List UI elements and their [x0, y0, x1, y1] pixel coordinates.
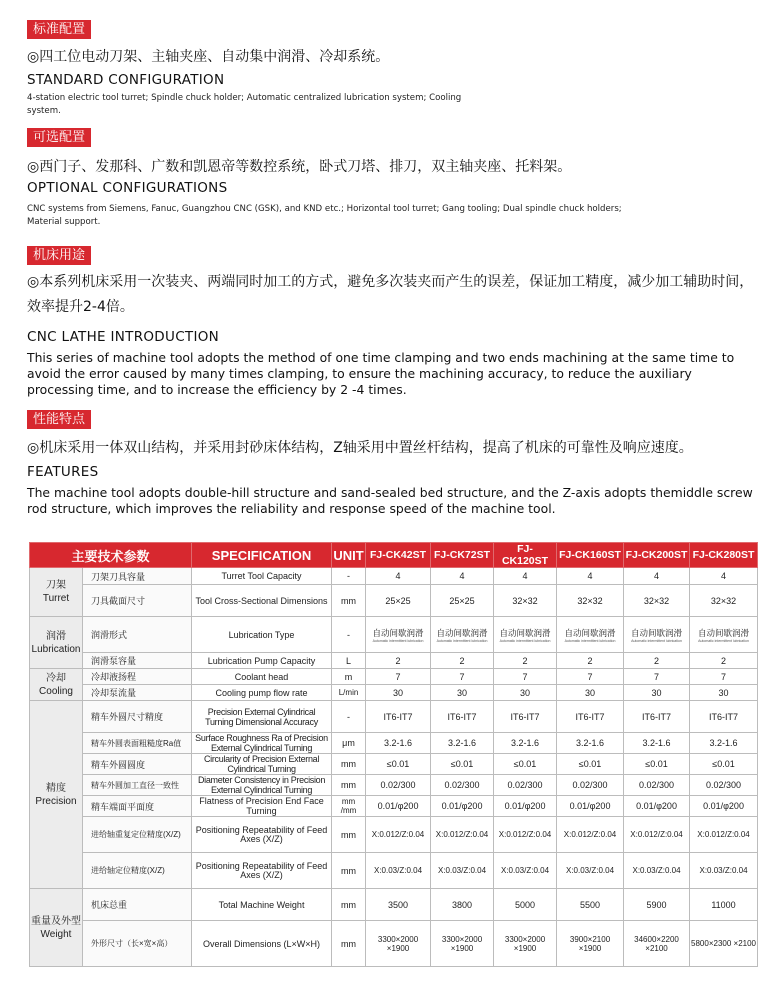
row-value: 0.01/φ200 [690, 796, 758, 817]
row-zh-label: 润滑泵容量 [83, 653, 192, 669]
usage-en-text: This series of machine tool adopts the method of one time clamping and two ends machining at the same time to avoid the error caused by many times clamping, to ensure the machining accuracy, to reduce the auxiliary processing time, and to increase the efficiency by 2 -4 times. [27, 350, 735, 397]
value-main: 自动间歇润滑 [499, 627, 551, 638]
header-zh: 主要技术参数 [30, 543, 192, 568]
row-value: 0.01/φ200 [431, 796, 494, 817]
row-value: 2 [557, 653, 624, 669]
row-en-label: Tool Cross-Sectional Dimensions [192, 585, 332, 617]
row-value: 7 [690, 669, 758, 685]
row-value [366, 617, 431, 653]
row-value: 2 [494, 653, 557, 669]
row-en-label: Overall Dimensions (L×W×H) [192, 921, 332, 967]
row-value: ≤0.01 [494, 754, 557, 775]
row-value: X:0.012/Z:0.04 [557, 817, 624, 853]
row-value: 0.02/300 [494, 775, 557, 796]
row-value: 3300×2000 ×1900 [366, 921, 431, 967]
row-value: IT6-IT7 [366, 701, 431, 733]
value-main: 自动间歇润滑 [564, 627, 616, 638]
row-en-label: Circularity of Precision External Cylindrical Turning [192, 754, 332, 775]
row-zh-label: 精车端面平面度 [83, 796, 192, 817]
row-value: ≤0.01 [624, 754, 690, 775]
row-unit: μm [332, 733, 366, 754]
row-value: 4 [557, 568, 624, 585]
table-row [30, 853, 758, 889]
row-unit: mm [332, 775, 366, 796]
row-value: 3800 [431, 889, 494, 921]
table-row [30, 701, 758, 733]
row-value: 30 [690, 685, 758, 701]
row-value: X:0.03/Z:0.04 [494, 853, 557, 889]
row-value: 0.02/300 [431, 775, 494, 796]
row-unit: mm [332, 921, 366, 967]
row-en-label: Flatness of Precision End Face Turning [192, 796, 332, 817]
row-value: IT6-IT7 [624, 701, 690, 733]
header-model: FJ-CK120ST [494, 543, 557, 568]
value-sub: Automatic intermittent lubrication [564, 638, 616, 643]
row-value: 0.02/300 [366, 775, 431, 796]
row-value: IT6-IT7 [494, 701, 557, 733]
row-value [431, 617, 494, 653]
row-value: 30 [494, 685, 557, 701]
table-row [30, 617, 758, 653]
table-row [30, 568, 758, 585]
row-value: IT6-IT7 [431, 701, 494, 733]
row-zh-label: 外形尺寸（长×宽×高） [83, 921, 192, 967]
row-value: 7 [366, 669, 431, 685]
value-sub: Automatic intermittent lubrication [436, 638, 488, 643]
row-value: X:0.03/Z:0.04 [624, 853, 690, 889]
row-value: 7 [557, 669, 624, 685]
row-value: 0.02/300 [557, 775, 624, 796]
row-value: 30 [366, 685, 431, 701]
group-label-cooling: 冷却 Cooling [30, 669, 83, 701]
value-sub: Automatic intermittent lubrication [631, 638, 682, 643]
header-spec: SPECIFICATION [192, 543, 332, 568]
usage-zh-text: ◎本系列机床采用一次装夹、两端同时加工的方式，避免多次装夹而产生的误差，保证加工精度，减少加工辅助时间，效率提升2-4倍。 [27, 274, 754, 315]
value-sub: Automatic intermittent lubrication [698, 638, 749, 643]
row-value: 0.01/φ200 [624, 796, 690, 817]
row-value: 32×32 [690, 585, 758, 617]
row-unit: mm [332, 754, 366, 775]
row-en-label: Coolant head [192, 669, 332, 685]
row-unit: mm [332, 853, 366, 889]
row-value: 0.02/300 [690, 775, 758, 796]
row-value: 0.01/φ200 [494, 796, 557, 817]
table-row [30, 669, 758, 685]
row-unit: - [332, 617, 366, 653]
table-row [30, 733, 758, 754]
section-tag-optional: 可选配置 [27, 128, 91, 147]
row-value: 4 [431, 568, 494, 585]
row-value: ≤0.01 [431, 754, 494, 775]
row-value: 4 [494, 568, 557, 585]
row-zh-label: 精车外圆加工直径一致性 [83, 775, 192, 796]
row-unit: m [332, 669, 366, 685]
row-en-label: Positioning Repeatability of Feed Axes (X/Z) [192, 817, 332, 853]
row-zh-label: 润滑形式 [83, 617, 192, 653]
row-value [557, 617, 624, 653]
row-value: ≤0.01 [690, 754, 758, 775]
table-row [30, 921, 758, 967]
row-unit: - [332, 701, 366, 733]
row-value: X:0.03/Z:0.04 [557, 853, 624, 889]
header-model: FJ-CK160ST [557, 543, 624, 568]
table-row [30, 754, 758, 775]
row-value: 30 [557, 685, 624, 701]
table-row [30, 653, 758, 669]
table-header-row [30, 543, 758, 568]
row-value: 32×32 [557, 585, 624, 617]
row-unit: L [332, 653, 366, 669]
usage-en-heading: CNC LATHE INTRODUCTION [27, 329, 220, 345]
row-zh-label: 精车外圆圆度 [83, 754, 192, 775]
table-row [30, 889, 758, 921]
header-unit: UNIT [332, 543, 366, 568]
row-value: 2 [690, 653, 758, 669]
row-value: 0.01/φ200 [366, 796, 431, 817]
row-value [494, 617, 557, 653]
row-value: X:0.012/Z:0.04 [690, 817, 758, 853]
table-row [30, 585, 758, 617]
row-value: X:0.03/Z:0.04 [690, 853, 758, 889]
value-main: 自动间歇润滑 [436, 627, 488, 638]
row-value: X:0.03/Z:0.04 [366, 853, 431, 889]
table-row [30, 817, 758, 853]
row-value: 32×32 [624, 585, 690, 617]
row-value: 4 [366, 568, 431, 585]
row-value: X:0.03/Z:0.04 [431, 853, 494, 889]
header-model: FJ-CK280ST [690, 543, 758, 568]
header-model: FJ-CK200ST [624, 543, 690, 568]
section-tag-standard: 标准配置 [27, 20, 91, 39]
row-value: 25×25 [366, 585, 431, 617]
row-value: 2 [431, 653, 494, 669]
row-value: 4 [624, 568, 690, 585]
row-zh-label: 精车外圆尺寸精度 [83, 701, 192, 733]
row-zh-label: 精车外圆表面粗糙度Ra值 [83, 733, 192, 754]
row-value: 3900×2100 ×1900 [557, 921, 624, 967]
row-value [624, 617, 690, 653]
value-sub: Automatic intermittent lubrication [372, 638, 424, 643]
row-value: 5000 [494, 889, 557, 921]
row-zh-label: 刀具截面尺寸 [83, 585, 192, 617]
row-en-label: Positioning Repeatability of Feed Axes (X/Z) [192, 853, 332, 889]
row-value: 7 [624, 669, 690, 685]
value-main: 自动间歇润滑 [698, 627, 750, 638]
row-value: 3.2-1.6 [366, 733, 431, 754]
group-label-precision: 精度 Precision [30, 701, 83, 889]
table-row [30, 685, 758, 701]
features-en-text: The machine tool adopts double-hill structure and sand-sealed bed structure, and the Z-axis adopts themiddle screw rod structure, which improves the reliability and response speed of the machine tool. [27, 485, 753, 516]
row-unit: - [332, 568, 366, 585]
row-en-label: Lubrication Type [192, 617, 332, 653]
section-tag-usage: 机床用途 [27, 246, 91, 265]
row-value: 34600×2200 ×2100 [624, 921, 690, 967]
row-value: 7 [431, 669, 494, 685]
row-value: ≤0.01 [557, 754, 624, 775]
standard-zh-text: ◎四工位电动刀架、主轴夹座、自动集中润滑、冷却系统。 [27, 49, 390, 65]
header-model: FJ-CK42ST [366, 543, 431, 568]
header-model: FJ-CK72ST [431, 543, 494, 568]
row-unit: mm [332, 817, 366, 853]
row-value: IT6-IT7 [690, 701, 758, 733]
row-unit: mm /mm [332, 796, 366, 817]
row-value: 3.2-1.6 [690, 733, 758, 754]
features-en-heading: FEATURES [27, 464, 99, 480]
section-tag-features: 性能特点 [27, 410, 91, 429]
row-value: 30 [624, 685, 690, 701]
row-value: 2 [366, 653, 431, 669]
row-value: 25×25 [431, 585, 494, 617]
features-zh-text: ◎机床采用一体双山结构，并采用封砂床体结构，Z轴采用中置丝杆结构，提高了机床的可靠性及响应速度。 [27, 440, 693, 456]
row-zh-label: 冷却液扬程 [83, 669, 192, 685]
row-value: 32×32 [494, 585, 557, 617]
row-zh-label: 进给轴定位精度(X/Z) [83, 853, 192, 889]
row-value: ≤0.01 [366, 754, 431, 775]
standard-en-heading: STANDARD CONFIGURATION [27, 72, 225, 88]
row-zh-label: 刀架刀具容量 [83, 568, 192, 585]
row-zh-label: 进给轴重复定位精度(X/Z) [83, 817, 192, 853]
row-en-label: Cooling pump flow rate [192, 685, 332, 701]
row-value: 5500 [557, 889, 624, 921]
optional-zh-text: ◎西门子、发那科、广数和凯恩帝等数控系统，卧式刀塔、排刀，双主轴夹座、托料架。 [27, 159, 572, 175]
row-value: 2 [624, 653, 690, 669]
row-value: 3500 [366, 889, 431, 921]
group-label-lubrication: 润滑 Lubrication [30, 617, 83, 669]
table-row [30, 775, 758, 796]
group-label-weight: 重量及外型 Weight [30, 889, 83, 967]
row-value: X:0.012/Z:0.04 [624, 817, 690, 853]
row-value: 3300×2000 ×1900 [431, 921, 494, 967]
row-value: X:0.012/Z:0.04 [366, 817, 431, 853]
optional-en-text: CNC systems from Siemens, Fanuc, Guangzhou CNC (GSK), and KND etc.; Horizontal tool turret; Gang tooling; Dual spindle chuck holders; Material support. [27, 204, 622, 227]
row-value: 0.01/φ200 [557, 796, 624, 817]
row-value: 3.2-1.6 [624, 733, 690, 754]
row-en-label: Total Machine Weight [192, 889, 332, 921]
spec-table [29, 542, 758, 967]
row-unit: mm [332, 889, 366, 921]
row-en-label: Surface Roughness Ra of Precision External Cylindrical Turning [192, 733, 332, 754]
row-value: 5800×2300 ×2100 [690, 921, 758, 967]
row-value: 30 [431, 685, 494, 701]
row-value: X:0.012/Z:0.04 [431, 817, 494, 853]
row-en-label: Diameter Consistency in Precision External Cylindrical Turning [192, 775, 332, 796]
value-main: 自动间歇润滑 [631, 627, 683, 638]
row-unit: L/min [332, 685, 366, 701]
row-zh-label: 冷却泵流量 [83, 685, 192, 701]
row-value: 11000 [690, 889, 758, 921]
row-value: 7 [494, 669, 557, 685]
row-value: X:0.012/Z:0.04 [494, 817, 557, 853]
row-value: 3.2-1.6 [431, 733, 494, 754]
row-en-label: Precision External Cylindrical Turning Dimensional Accuracy [192, 701, 332, 733]
row-value: 3300×2000 ×1900 [494, 921, 557, 967]
value-sub: Automatic intermittent lubrication [499, 638, 551, 643]
standard-en-text: 4-station electric tool turret; Spindle chuck holder; Automatic centralized lubrication system; Cooling system. [27, 93, 462, 116]
row-unit: mm [332, 585, 366, 617]
row-value [690, 617, 758, 653]
row-value: 0.02/300 [624, 775, 690, 796]
value-main: 自动间歇润滑 [372, 627, 424, 638]
row-zh-label: 机床总重 [83, 889, 192, 921]
row-value: IT6-IT7 [557, 701, 624, 733]
row-en-label: Turret Tool Capacity [192, 568, 332, 585]
table-row [30, 796, 758, 817]
row-value: 3.2-1.6 [494, 733, 557, 754]
row-value: 5900 [624, 889, 690, 921]
optional-en-heading: OPTIONAL CONFIGURATIONS [27, 180, 228, 196]
row-value: 3.2-1.6 [557, 733, 624, 754]
row-en-label: Lubrication Pump Capacity [192, 653, 332, 669]
row-value: 4 [690, 568, 758, 585]
group-label-turret: 刀架 Turret [30, 568, 83, 617]
